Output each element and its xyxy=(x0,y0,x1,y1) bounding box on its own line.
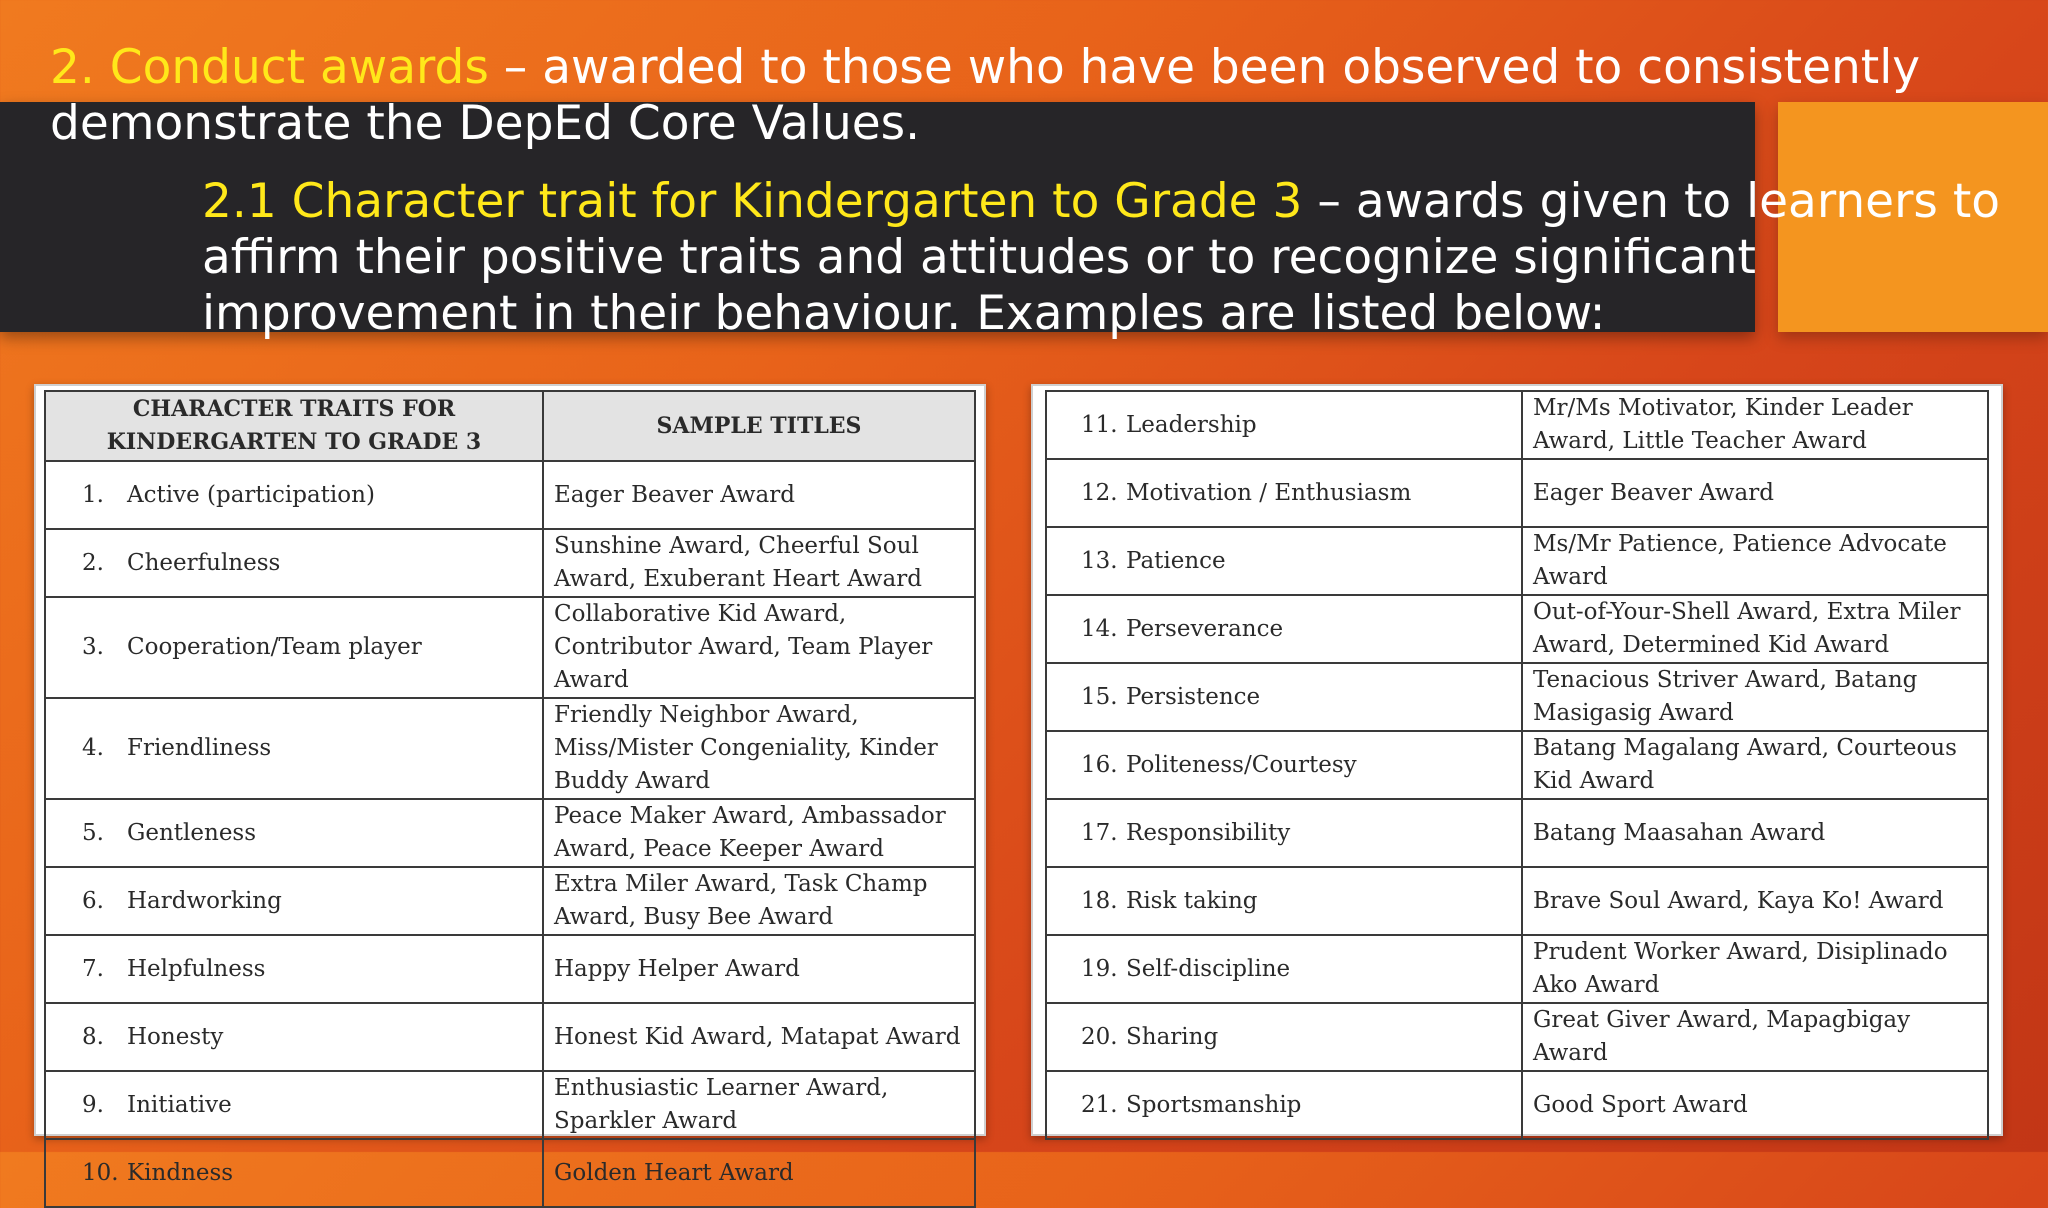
table-row xyxy=(1046,459,1988,527)
sample-titles-cell: Enthusiastic Learner Award, Sparkler Award xyxy=(543,1071,975,1139)
trait-number: 11. xyxy=(1081,411,1118,438)
trait-name: Persistence xyxy=(1126,683,1261,710)
trait-name: Initiative xyxy=(127,1091,232,1118)
trait-cell xyxy=(1046,595,1522,663)
trait-number: 10. xyxy=(82,1159,119,1186)
trait-name: Cooperation/Team player xyxy=(127,634,422,660)
trait-cell xyxy=(1046,867,1522,935)
trait-number: 6. xyxy=(82,887,104,914)
table-row xyxy=(1046,595,1988,663)
trait-name: Sharing xyxy=(1126,1023,1219,1050)
trait-name: Motivation / Enthusiasm xyxy=(1126,479,1412,506)
slide-heading xyxy=(50,40,2010,342)
sample-titles-cell: Extra Miler Award, Task Champ Award, Busy Bee Award xyxy=(543,867,975,935)
trait-number: 7. xyxy=(82,955,104,982)
table-row xyxy=(1046,663,1988,731)
table-header-row xyxy=(45,391,975,461)
trait-name: Gentleness xyxy=(127,819,257,846)
sample-titles-cell: Ms/Mr Patience, Patience Advocate Award xyxy=(1522,527,1988,595)
trait-cell xyxy=(1046,459,1522,527)
sample-titles-cell: Eager Beaver Award xyxy=(1522,459,1988,527)
trait-name: Patience xyxy=(1126,547,1226,574)
table-row xyxy=(45,461,975,529)
sample-titles-cell: Golden Heart Award xyxy=(543,1139,975,1207)
trait-name: Honesty xyxy=(127,1023,224,1050)
trait-number: 9. xyxy=(82,1091,104,1118)
sample-titles-cell: Batang Magalang Award, Courteous Kid Award xyxy=(1522,731,1988,799)
table-row xyxy=(1046,1003,1988,1071)
trait-cell xyxy=(45,529,543,597)
trait-name: Responsibility xyxy=(1126,819,1291,846)
trait-cell xyxy=(45,1003,543,1071)
table-row xyxy=(1046,527,1988,595)
trait-cell xyxy=(1046,731,1522,799)
table-row xyxy=(45,698,975,799)
conduct-awards-paragraph xyxy=(50,40,2010,152)
sample-titles-cell: Great Giver Award, Mapagbigay Award xyxy=(1522,1003,1988,1071)
table-row xyxy=(1046,731,1988,799)
trait-number: 12. xyxy=(1081,479,1118,506)
trait-name: Leadership xyxy=(1126,411,1257,438)
trait-number: 21. xyxy=(1081,1091,1118,1118)
trait-cell xyxy=(1046,391,1522,459)
trait-number: 3. xyxy=(82,634,104,660)
trait-cell xyxy=(45,867,543,935)
trait-number: 2. xyxy=(82,549,104,576)
header-character-traits: CHARACTER TRAITS FOR KINDERGARTEN TO GRADE 3 xyxy=(45,391,543,461)
heading-dash: – xyxy=(1302,174,1356,229)
sample-titles-cell: Prudent Worker Award, Disiplinado Ako Award xyxy=(1522,935,1988,1003)
table-row xyxy=(1046,391,1988,459)
sample-titles-cell: Friendly Neighbor Award, Miss/Mister Congeniality, Kinder Buddy Award xyxy=(543,698,975,799)
trait-number: 15. xyxy=(1081,683,1118,710)
trait-number: 13. xyxy=(1081,547,1118,574)
trait-number: 5. xyxy=(82,819,104,846)
trait-cell xyxy=(45,799,543,867)
table-row xyxy=(1046,799,1988,867)
trait-name: Hardworking xyxy=(127,887,282,914)
sample-titles-cell: Honest Kid Award, Matapat Award xyxy=(543,1003,975,1071)
table-row xyxy=(45,1071,975,1139)
sample-titles-cell: Eager Beaver Award xyxy=(543,461,975,529)
trait-name: Self-discipline xyxy=(1126,955,1291,982)
character-trait-paragraph xyxy=(50,174,2010,342)
trait-name: Risk taking xyxy=(1126,887,1258,914)
sample-titles-cell: Peace Maker Award, Ambassador Award, Peace Keeper Award xyxy=(543,799,975,867)
trait-number: 4. xyxy=(82,735,104,761)
trait-cell xyxy=(45,935,543,1003)
trait-cell xyxy=(1046,663,1522,731)
awards-table-left xyxy=(44,390,976,1208)
trait-number: 18. xyxy=(1081,887,1118,914)
awards-table-left-body xyxy=(45,461,975,1207)
trait-number: 8. xyxy=(82,1023,104,1050)
trait-cell xyxy=(45,461,543,529)
table-row xyxy=(45,867,975,935)
trait-name: Kindness xyxy=(127,1159,234,1186)
trait-cell xyxy=(45,1071,543,1139)
trait-cell xyxy=(45,1139,543,1207)
table-row xyxy=(45,799,975,867)
trait-name: Politeness/Courtesy xyxy=(1126,751,1357,778)
trait-number: 17. xyxy=(1081,819,1118,846)
awards-table-left-panel xyxy=(34,384,986,1186)
trait-cell xyxy=(1046,1003,1522,1071)
awards-table-right-body xyxy=(1046,391,1988,1139)
trait-number: 14. xyxy=(1081,615,1118,642)
sample-titles-cell: Happy Helper Award xyxy=(543,935,975,1003)
heading-dash: – xyxy=(488,40,543,95)
table-row xyxy=(45,597,975,698)
conduct-awards-title: 2. Conduct awards xyxy=(50,40,489,95)
trait-number: 19. xyxy=(1081,955,1118,982)
trait-name: Perseverance xyxy=(1126,615,1284,642)
sample-titles-cell: Mr/Ms Motivator, Kinder Leader Award, Little Teacher Award xyxy=(1522,391,1988,459)
table-row xyxy=(45,529,975,597)
trait-cell xyxy=(1046,1071,1522,1139)
sample-titles-cell: Good Sport Award xyxy=(1522,1071,1988,1139)
table-row xyxy=(1046,867,1988,935)
trait-cell xyxy=(45,597,543,698)
table-row xyxy=(45,1003,975,1071)
trait-number: 20. xyxy=(1081,1023,1118,1050)
trait-cell xyxy=(1046,935,1522,1003)
character-trait-description: awards given to learners to affirm their positive traits and attitudes or to recognize significant improvement in their behaviour. Examples are listed below: xyxy=(202,174,2000,341)
trait-number: 16. xyxy=(1081,751,1118,778)
sample-titles-cell: Sunshine Award, Cheerful Soul Award, Exuberant Heart Award xyxy=(543,529,975,597)
trait-name: Active (participation) xyxy=(127,481,375,508)
trait-name: Cheerfulness xyxy=(127,549,281,576)
table-row xyxy=(1046,935,1988,1003)
trait-cell xyxy=(1046,527,1522,595)
trait-name: Friendliness xyxy=(127,735,272,761)
trait-cell xyxy=(45,698,543,799)
sample-titles-cell: Batang Maasahan Award xyxy=(1522,799,1988,867)
header-sample-titles: SAMPLE TITLES xyxy=(543,391,975,461)
sample-titles-cell: Tenacious Striver Award, Batang Masigasig Award xyxy=(1522,663,1988,731)
trait-name: Helpfulness xyxy=(127,955,266,982)
table-row xyxy=(45,1139,975,1207)
awards-table-right xyxy=(1045,390,1989,1140)
trait-number: 1. xyxy=(82,481,104,508)
sample-titles-cell: Collaborative Kid Award, Contributor Award, Team Player Award xyxy=(543,597,975,698)
sample-titles-cell: Brave Soul Award, Kaya Ko! Award xyxy=(1522,867,1988,935)
trait-cell xyxy=(1046,799,1522,867)
character-trait-title: 2.1 Character trait for Kindergarten to Grade 3 xyxy=(202,174,1303,229)
table-row xyxy=(45,935,975,1003)
trait-name: Sportsmanship xyxy=(1126,1091,1302,1118)
table-row xyxy=(1046,1071,1988,1139)
sample-titles-cell: Out-of-Your-Shell Award, Extra Miler Award, Determined Kid Award xyxy=(1522,595,1988,663)
conduct-awards-description: awarded to those who have been observed to consistently demonstrate the DepEd Core Values. xyxy=(50,40,1921,151)
awards-table-right-panel xyxy=(1031,384,2003,1136)
